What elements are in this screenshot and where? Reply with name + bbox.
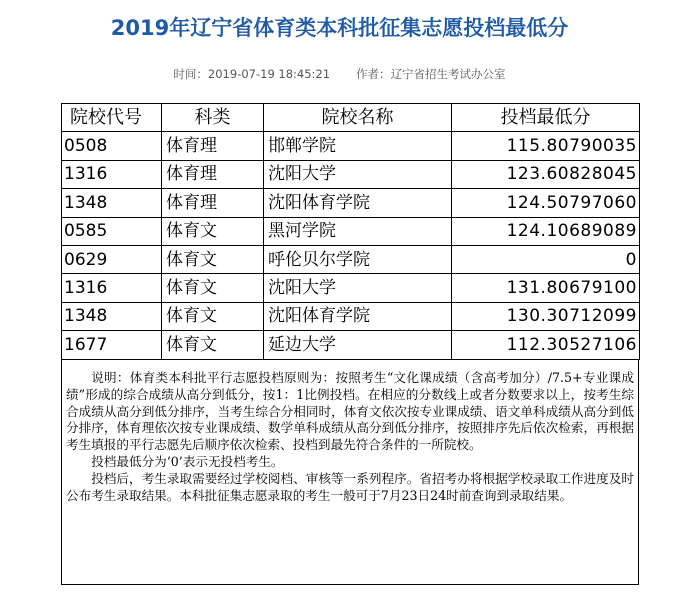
school-name-cell: 邯郸学院 (264, 132, 452, 160)
score-cell: 124.10689089 (452, 217, 640, 245)
school-code-cell: 0585 (62, 217, 162, 245)
notes-box (61, 359, 639, 585)
page-title: 2019年辽宁省体育类本科批征集志愿投档最低分 (110, 16, 569, 40)
school-name-cell: 沈阳大学 (264, 160, 452, 188)
header-category: 科类 (162, 104, 264, 132)
category-cell: 体育文 (162, 245, 264, 273)
category-cell: 体育文 (162, 217, 264, 245)
table-header-row (62, 104, 640, 132)
school-code-cell: 1316 (62, 274, 162, 302)
score-cell: 124.50797060 (452, 189, 640, 217)
score-cell: 130.30712099 (452, 302, 640, 330)
school-name-cell: 沈阳体育学院 (264, 189, 452, 217)
score-cell: 123.60828045 (452, 160, 640, 188)
category-cell: 体育理 (162, 189, 264, 217)
school-code-cell: 0508 (62, 132, 162, 160)
school-name-cell: 沈阳体育学院 (264, 302, 452, 330)
school-name-cell: 黑河学院 (264, 217, 452, 245)
table-row (62, 302, 640, 330)
school-name-cell: 沈阳大学 (264, 274, 452, 302)
note-paragraph-principle: 说明：体育类本科批平行志愿投档原则为：按照考生“文化课成绩（含高考加分）/7.5+专业课成绩”形成的综合成绩从高分到低分，按1：1比例投档。在相应的分数线上或者分数要求以上，按考生综合成绩从高分到低分排序，当考生综合分相同时，体育文依次按专业课成绩、语文单科成绩从高分到低分排序，体育理依次按专业课成绩、数学单科成绩从高分到低分排序，按照排序先后依次检索，再根据考生填报的平行志愿先后顺序依次检索、投档到最先符合条件的一所院校。 (66, 370, 634, 453)
header-school-code: 院校代号 (62, 104, 162, 132)
score-cell: 115.80790035 (452, 132, 640, 160)
table-row (62, 274, 640, 302)
category-cell: 体育文 (162, 274, 264, 302)
author-label: 作者： (356, 67, 391, 81)
score-table (61, 103, 640, 360)
school-code-cell: 0629 (62, 245, 162, 273)
school-code-cell: 1316 (62, 160, 162, 188)
table-row (62, 132, 640, 160)
school-code-cell: 1348 (62, 189, 162, 217)
category-cell: 体育文 (162, 331, 264, 359)
note-paragraph-admission: 投档后，考生录取需要经过学校阅档、审核等一系列程序。省招考办将根据学校录取工作进度及时公布考生录取结果。本科批征集志愿录取的考生一般可于7月23日24时前查询到录取结果。 (66, 470, 634, 503)
table-row (62, 160, 640, 188)
score-cell: 131.80679100 (452, 274, 640, 302)
table-row (62, 217, 640, 245)
table-row (62, 331, 640, 359)
header-min-score: 投档最低分 (452, 104, 640, 132)
table-row (62, 245, 640, 273)
school-code-cell: 1677 (62, 331, 162, 359)
score-cell: 0 (452, 245, 640, 273)
school-name-cell: 延边大学 (264, 331, 452, 359)
school-name-cell: 呼伦贝尔学院 (264, 245, 452, 273)
article-meta (0, 66, 679, 82)
author-value: 辽宁省招生考试办公室 (390, 67, 506, 81)
note-paragraph-zero-score: 投档最低分为‘0’表示无投档考生。 (91, 453, 284, 469)
school-code-cell: 1348 (62, 302, 162, 330)
time-label: 时间： (173, 67, 208, 81)
category-cell: 体育理 (162, 160, 264, 188)
table-row (62, 189, 640, 217)
score-cell: 112.30527106 (452, 331, 640, 359)
category-cell: 体育理 (162, 132, 264, 160)
category-cell: 体育文 (162, 302, 264, 330)
header-school-name: 院校名称 (264, 104, 452, 132)
time-value: 2019-07-19 18:45:21 (207, 67, 331, 81)
